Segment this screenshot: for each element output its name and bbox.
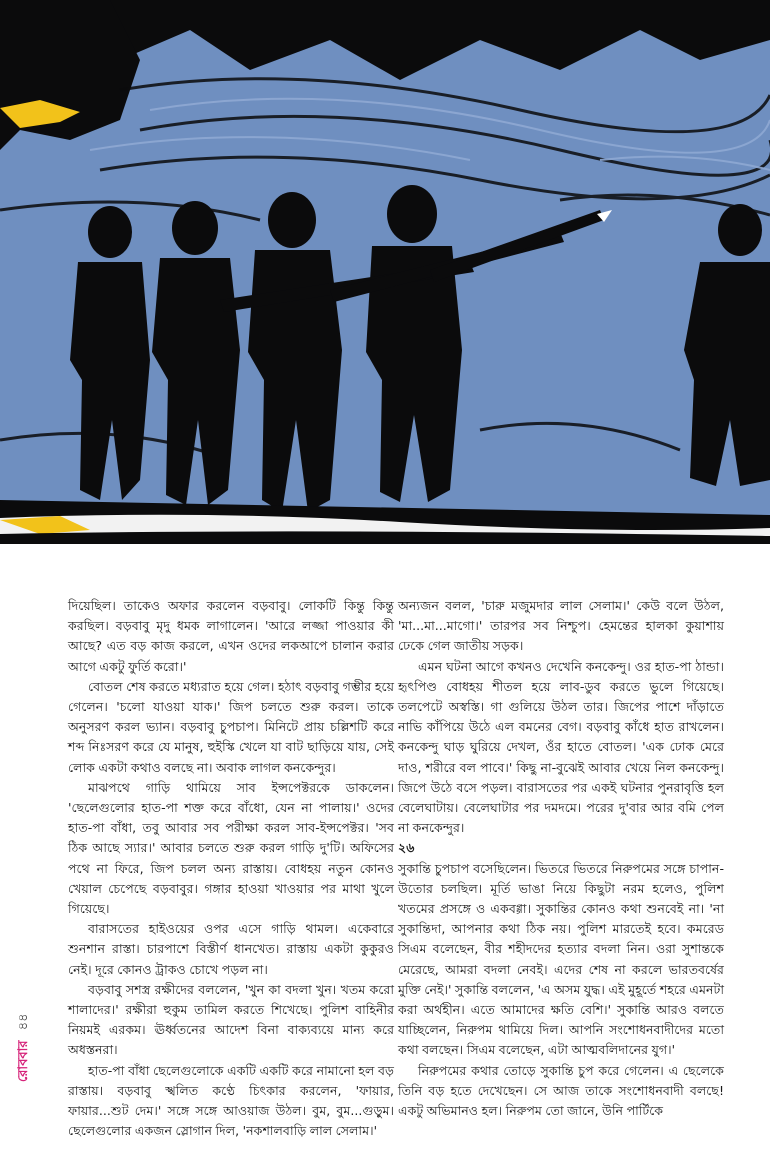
linocut-illustration [0, 0, 770, 558]
paragraph: সুকান্তি চুপচাপ বসেছিলেন। ভিতরে ভিতরে নিরুপমের সঙ্গে চাপান-উতোর চলছিল। মূর্তি ভাঙা নিয়ে কিছুটা নরম হলেও, পুলিশ খতমের প্রসঙ্গে ও একবগ্গা। সুকান্তির কোনও কথা শুনবেই না। 'না সুকান্তিদা, আপনার কথা ঠিক নয়। পুলিশ মারতেই হবে। কমরেড সিএম বলেছেন, বীর শহীদদের হত্যার বদলা নিন। ওরা সুশান্তকে মেরেছে, আমরা বদলা নেবই। এদের শেষ না করলে ভারতবর্ষের মুক্তি নেই।' সুকান্তি বললেন, 'এ অসম যুদ্ধ। এই মুহূর্তে শহরে এমনটা করা অর্থহীন। এতে আমাদের ক্ষতি বেশি।' সুকান্তি আরও বলতে যাচ্ছিলেন, নিরুপম থামিয়ে দিল। আপনি সংশোধনবাদীদের মতো কথা বলছেন। সিএম বলেছেন, এটা আত্মবলিদানের যুগ।' [398, 860, 724, 1058]
paragraph: বোতল শেষ করতে মধ্যরাত হয়ে গেল। হঠাৎ বড়বাবু গম্ভীর হয়ে গেলেন। 'চলো যাওয়া যাক।' জিপ চলতে শুরু করল। তাকে অনুসরণ করল ভ্যান। বড়বাবু চুপচাপ। মিনিটে প্রায় চল্লিশটি করে শব্দ নিঃসরণ করে যে মানুষ, হুইস্কি খেলে যা বাট ছাড়িয়ে যায়, সেই লোক একটা কথাও বলছে না। অবাক লাগল কনকেন্দুর। [68, 678, 394, 775]
paragraph: বারাসতের হাইওয়ের ওপর এসে গাড়ি থামল। একেবারে শুনশান রাস্তা। চারপাশে বিস্তীর্ণ ধানখেত। রাস্তায় একটা কুকুরও নেই। দূরে কোনও ট্রাকও চোখে পড়ল না। [68, 921, 394, 977]
paragraph: দিয়েছিল। তাকেও অফার করলেন বড়বাবু। লোকটি কিন্তু কিন্তু করছিল। বড়বাবু মৃদু ধমক লাগালেন। 'আরে লজ্জা পাওয়ার কী আছে? এত বড় কাজ করলে, এখন ওদের লকআপে চালান করার আগে একটু ফুর্তি করো।' [68, 598, 394, 674]
paragraph: বড়বাবু সশস্ত্র রক্ষীদের বললেন, 'খুন কা বদলা খুন। খতম করো শালাদের।' রক্ষীরা হুকুম তামিল করতে শিখেছে। পুলিশ বাহিনীর নিয়মই এরকম। ঊর্ধ্বতনের আদেশ বিনা বাক্যব্যয়ে মান্য করে অধস্তনরা। [68, 981, 394, 1058]
left-text-column [68, 596, 394, 1141]
paragraph: নিরুপমের কথার তোড়ে সুকান্তি চুপ করে গেলেন। এ ছেলেকে তিনি বড় হতে দেখেছেন। সে আজ তাকে সংশোধনবাদী বলছে! একটু অভিমানও হল। নিরুপম তো জানে, উনি পার্টিকে [398, 1062, 724, 1119]
paragraph: হাত-পা বাঁধা ছেলেগুলোকে একটি একটি করে নামানো হল বড় রাস্তায়। বড়বাবু স্খলিত কণ্ঠে চিৎকার করলেন, 'ফায়ার, ফায়ার...শুট দেম।' সঙ্গে সঙ্গে আওয়াজ উঠল। বুম, বুম...গুড়ুম। ছেলেগুলোর একজন স্লোগান দিল, 'নকশালবাড়ি লাল সেলাম।' [68, 1062, 394, 1139]
page-footer-label [14, 1013, 35, 1082]
page-number: ৪৪ [16, 1013, 31, 1031]
paragraph: অন্যজন বলল, 'চারু মজুমদার লাল সেলাম।' কেউ বলে উঠল, 'মা...মা...মাগো।' তারপর সব নিশ্চুপ। হেমন্তের হালকা কুয়াশায় ঢেকে গেল জাতীয় সড়ক। [398, 598, 724, 654]
section-number: ২৬ [398, 840, 415, 856]
magazine-name: রোববার [16, 1040, 31, 1082]
paragraph: মাঝপথে গাড়ি থামিয়ে সাব ইন্সপেক্টরকে ডাকলেন। 'ছেলেগুলোর হাত-পা শক্ত করে বাঁধো, যেন না পালায়।' ওদের হাত-পা বাঁধা, তবু আবার সব পরীক্ষা করল সাব-ইন্সপেক্টর। 'সব ঠিক আছে স্যার।' আবার চলতে শুরু করল গাড়ি দু'টি। অফিসের পথে না ফিরে, জিপ চলল অন্য রাস্তায়। বোধহয় নতুন কোনও খেয়াল চেপেছে বড়বাবুর। গঙ্গার হাওয়া খাওয়ার পর মাথা খুলে গিয়েছে। [68, 779, 394, 917]
paragraph: এমন ঘটনা আগে কখনও দেখেনি কনকেন্দু। ওর হাত-পা ঠান্ডা। হৃৎপিণ্ড বোধহয় শীতল হয়ে লাব-ডুব করতে ভুলে গিয়েছে। তলপেটে অস্বস্তি। গা গুলিয়ে উঠল তার। জিপের পাশে দাঁড়াতে নাভি কাঁপিয়ে উঠে এল বমনের বেগ। বড়বাবু কাঁধে হাত রাখলেন। কনকেন্দু ঘাড় ঘুরিয়ে দেখল, ওঁর হাতে বোতল। 'এক ঢোক মেরে দাও, শরীরে বল পাবে।' কিছু না-বুঝেই আবার খেয়ে নিল কনকেন্দু। জিপে উঠে বসে পড়ল। বারাসতের পর একই ঘটনার পুনরাবৃত্তি হল বেলেঘাটায়। বেলেঘাটার পর দমদমে। পরের দু'বার আর বমি পেল না কনকেন্দুর। [398, 658, 724, 836]
right-text-column [398, 596, 724, 1121]
